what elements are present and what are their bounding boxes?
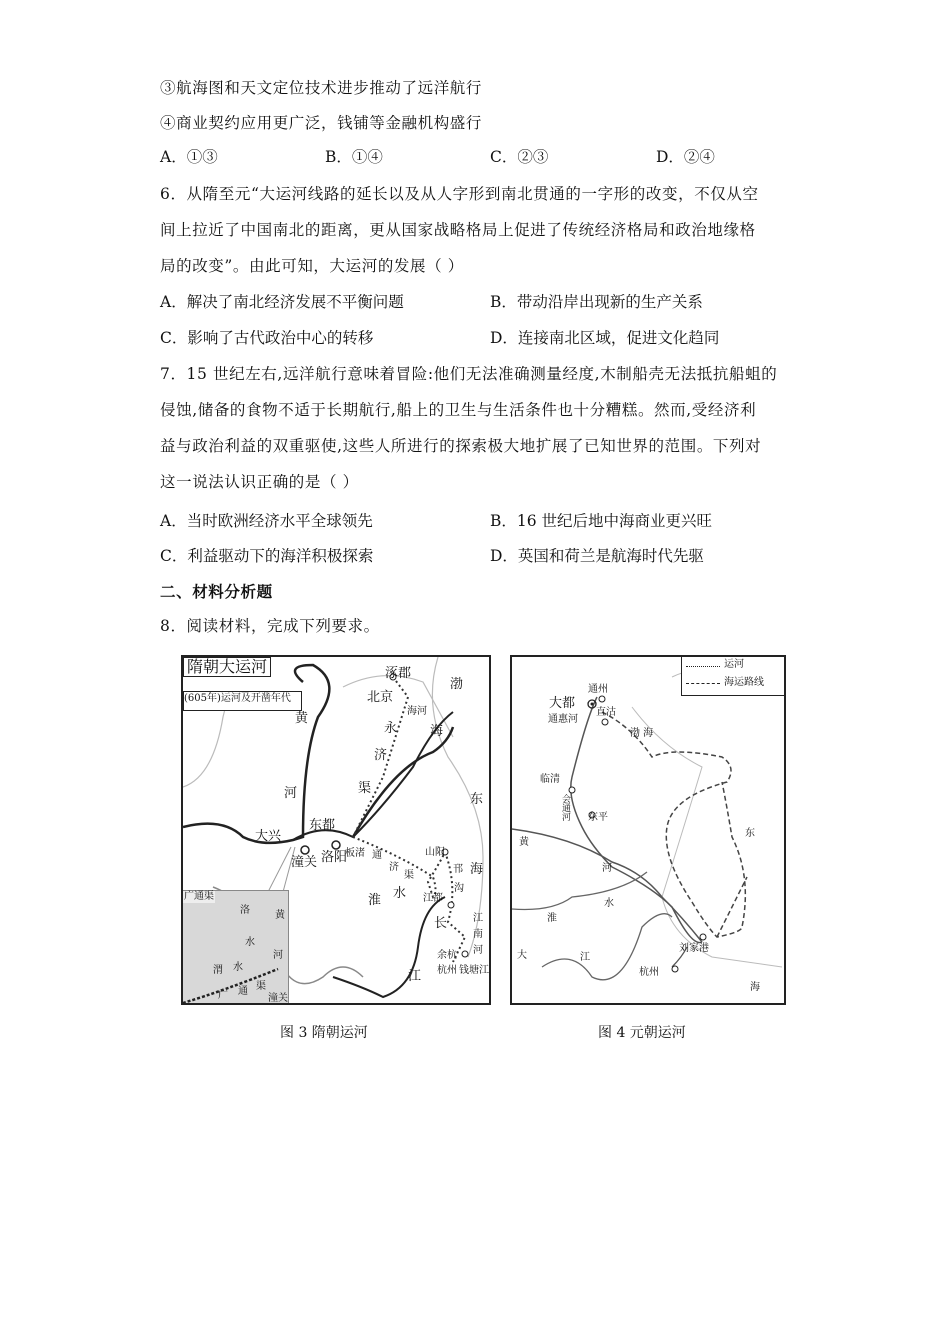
q8-stem: 8．阅读材料，完成下列要求。 [160,617,380,635]
map-label: 江都 [423,893,443,904]
inset-label: 通 [238,986,248,997]
q5-option-d: D．②④ [656,148,715,166]
map-label: 洛阳 [321,850,348,865]
figure-4-caption: 图 4 元朝运河 [598,1025,686,1041]
map-label: 余杭 [437,950,457,961]
inset-label: 水 [233,962,243,973]
map-label: 刘家港 [679,943,709,954]
inset-label: 水 [245,937,255,948]
map-label: 涿郡 [385,666,412,681]
inset-label: 黄 [275,910,285,921]
q7-option-c: C．利益驱动下的海洋积极探索 [160,547,374,565]
legend-sea-route: 海运路线 [724,677,764,688]
map-label: 永 [384,721,398,736]
map-label: 渤 [450,677,464,692]
map-label: 杭州 [639,967,659,978]
yuan-canal-map [510,655,786,1005]
map-label: 大 [517,950,527,961]
q6-stem-line: 间上拉近了中国南北的距离，更从国家战略格局上促进了传统经济格局和政治地缘格 [160,221,756,239]
inset-title: 广通渠 [184,891,214,902]
map-label: 板渚 [345,848,365,859]
map-label: 济 [374,748,388,763]
q7-stem-line: 益与政治利益的双重驱使,这些人所进行的探索极大地扩展了已知世界的范围。下列对 [160,437,762,455]
map-label: 渠 [358,781,372,796]
map-label: 渤 海 [630,728,654,739]
map-label: 河 [473,945,483,956]
map3-title: 隋朝大运河 [183,657,271,677]
q6-option-c: C．影响了古代政治中心的转移 [160,329,374,347]
q7-stem-line: 7．15 世纪左右,远洋航行意味着冒险:他们无法准确测量经度,木制船壳无法抵抗船蛆的 [160,365,778,383]
map-label: 直沽 [596,707,616,718]
map-label: 钱塘江 [459,965,489,976]
inset-label: 潼关 [268,993,288,1004]
map-label: 黄 [295,711,309,726]
map-label: 沟 [454,883,464,894]
map-label: 江 [473,913,483,924]
section-heading: 二、材料分析题 [160,582,273,601]
inset-label: 广 [218,990,228,1001]
map-label: 东都 [309,818,336,833]
map-label: 北京 [367,690,394,705]
q6-option-d: D．连接南北区域，促进文化趋同 [490,329,720,347]
map-label: 长 [434,916,448,931]
guangtong-inset-map [183,890,289,1005]
q5-option-a: A．①③ [160,148,218,166]
map-label: 大都 [549,696,576,711]
canal-legend-symbol [686,666,720,667]
inset-label: 渭 [213,965,223,976]
statement-3: ③航海图和天文定位技术进步推动了远洋航行 [160,79,483,97]
sui-canal-map [181,655,491,1005]
map-label: 杭州 [437,965,457,976]
map-label: 东平 [588,812,608,823]
inset-label: 渠 [256,981,266,992]
map-label: 水 [393,886,407,901]
map-label: 淮 [368,893,382,908]
map-label: 南 [473,929,483,940]
q7-stem-line: 侵蚀,储备的食物不适于长期航行,船上的卫生与生活条件也十分糟糕。然而,受经济利 [160,401,757,419]
map-label: 临清 [540,774,560,785]
map-label: 东 [470,792,484,807]
map-label: 山阳 [425,847,445,858]
inset-label: 河 [273,950,283,961]
map-label: 邗 [453,864,463,875]
q5-option-c: C．②③ [490,148,549,166]
q7-option-a: A．当时欧洲经济水平全球领先 [160,512,373,530]
map-label: 会通河 [560,794,570,821]
map-label: 江 [408,969,422,984]
map-label: 济 [389,862,399,873]
q7-stem-line: 这一说法认识正确的是（ ） [160,473,359,491]
map3-legend: (605年)运河及开凿年代 [183,691,302,711]
q6-option-b: B．带动沿岸出现新的生产关系 [490,293,703,311]
q6-stem-line: 局的改变”。由此可知，大运河的发展（ ） [160,257,464,275]
map-label: 东 [745,828,755,839]
statement-4: ④商业契约应用更广泛，钱铺等金融机构盛行 [160,114,483,132]
map-label: 海河 [407,706,427,717]
map4-legend [681,657,784,696]
map-label: 淮 [547,913,557,924]
map-label: 海 [750,982,760,993]
map-label: 海 [470,862,484,877]
legend-canal: 运河 [724,659,744,670]
map-label: 水 [604,898,614,909]
inset-label: 洛 [240,905,250,916]
q6-stem-line: 6．从隋至元“大运河线路的延长以及从人字形到南北贯通的一字形的改变，不仅从空 [160,185,759,203]
q7-option-d: D．英国和荷兰是航海时代先驱 [490,547,704,565]
map-label: 江 [580,952,590,963]
q5-option-b: B．①④ [325,148,383,166]
map-label: 河 [602,863,612,874]
map-label: 海 [430,724,444,739]
q7-option-b: B．16 世纪后地中海商业更兴旺 [490,512,713,530]
map-label: 渠 [404,870,414,881]
map-label: 通州 [588,684,608,695]
map-label: 黄 [519,837,529,848]
map-label: 河 [284,786,298,801]
map-label: 潼关 [291,855,318,870]
q6-option-a: A．解决了南北经济发展不平衡问题 [160,293,404,311]
figure-3-caption: 图 3 隋朝运河 [280,1025,368,1041]
map-label: 通 [372,850,382,861]
map-label: 大兴 [255,829,282,844]
map-label: 通惠河 [548,714,578,725]
sea-route-legend-symbol [686,683,720,684]
